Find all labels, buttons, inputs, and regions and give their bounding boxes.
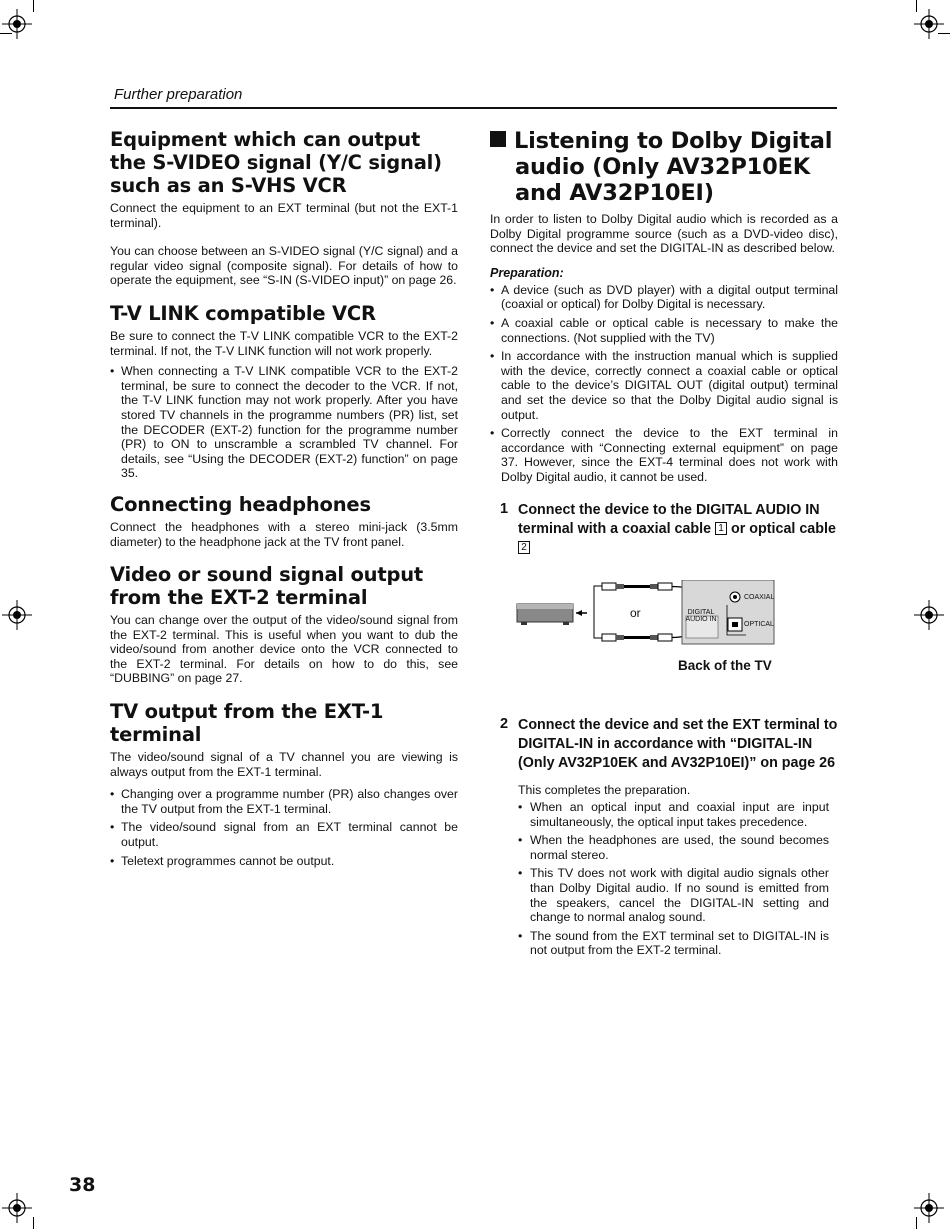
section-heading: TV output from the EXT-1 terminal [110, 700, 384, 747]
list-item: • Changing over a programme number (PR) also changes over the TV output from the EXT-1 terminal. [110, 787, 458, 816]
section-heading: Equipment which can output the S-VIDEO signal (Y/C signal) such as an S-VHS VCR [110, 128, 442, 197]
page-number: 38 [69, 1174, 96, 1196]
step-1 [490, 501, 838, 558]
section-heading: T-V LINK compatible VCR [110, 301, 376, 325]
step-title-text: Connect the device to the DIGITAL AUDIO IN terminal with a coaxial cable [518, 501, 820, 537]
preparation-list [490, 283, 838, 485]
registration-mark-icon [2, 9, 32, 39]
step-title: Connect the device and set the EXT terminal to DIGITAL-IN in accordance with “DIGITAL-IN (Only AV32P10EK and AV32P10EI)” on page 26 [518, 716, 838, 771]
list-item: • The video/sound signal from an EXT terminal cannot be output. [110, 820, 458, 849]
section-ext2-output [110, 563, 458, 686]
crop-mark [33, 0, 34, 12]
section-tv-link [110, 302, 458, 481]
list-item: • This TV does not work with digital audio signals other than Dolby Digital audio. If no sound is emitted from the speakers, cancel the DIGITAL-IN setting and change to normal analog sound. [518, 866, 829, 924]
registration-mark-icon [914, 600, 944, 630]
section-headphones [110, 493, 458, 549]
step-title-text: or optical cable [727, 520, 836, 537]
crop-mark [938, 33, 950, 34]
or-label: or [630, 605, 641, 620]
paragraph: Be sure to connect the T-V LINK compatible VCR to the EXT-2 terminal. If not, the T-V LINK function will not work properly. [110, 328, 458, 358]
right-column [490, 128, 838, 962]
paragraph: You can change over the output of the video/sound signal from the EXT-2 terminal. This is useful when you want to dub the video/sound from another device onto the VCR connected to the EXT-2 terminal. For details on how to do this, see “DUBBING” on page 27. [110, 613, 458, 686]
bullet-list [110, 787, 458, 868]
section-svideo [110, 128, 458, 288]
paragraph: This completes the preparation. [518, 782, 691, 797]
list-item: • In accordance with the instruction manual which is supplied with the device, correctly connect a coaxial cable or optical cable to the device’s DIGITAL OUT (digital output) terminal and set the device so that the Dolby Digital audio signal is output. [490, 349, 838, 422]
connection-diagram [490, 580, 838, 690]
registration-mark-icon [914, 1193, 944, 1223]
list-item: • The sound from the EXT terminal set to DIGITAL-IN is not output from the EXT-2 terminal. [518, 929, 829, 958]
list-item: • A coaxial cable or optical cable is necessary to make the connections. (Not supplied with the TV) [490, 316, 838, 345]
list-item: • When an optical input and coaxial input are input simultaneously, the optical input takes precedence. [518, 800, 829, 829]
connection-diagram-icon [490, 580, 838, 660]
step-number: 2 [499, 715, 509, 732]
bullet-list [518, 800, 829, 958]
paragraph: In order to listen to Dolby Digital audio which is recorded as a Dolby Digital programme source (such as a DVD-video disc), connect the device and set the DIGITAL-IN as described below. [490, 212, 838, 256]
registration-mark-icon [2, 1193, 32, 1223]
step-2 [490, 716, 838, 963]
section-heading: Connecting headphones [110, 492, 371, 516]
paragraph: You can choose between an S-VIDEO signal (Y/C signal) and a regular video signal (composite signal). For details of how to operate the equipment, see “S-IN (S-VIDEO input)” on page 26. [110, 244, 458, 288]
list-item: • When the headphones are used, the sound becomes normal stereo. [518, 833, 829, 862]
optical-label: OPTICAL [744, 620, 774, 628]
registration-mark-icon [2, 600, 32, 630]
list-item: • A device (such as DVD player) with a digital output terminal (coaxial or optical) for Dolby Digital is necessary. [490, 283, 838, 312]
section-heading [490, 128, 838, 206]
section-ext1-output [110, 700, 458, 868]
callout-number: 1 [715, 522, 727, 535]
paragraph: Connect the headphones with a stereo mini-jack (3.5mm diameter) to the headphone jack at the TV front panel. [110, 519, 458, 549]
list-item: • Teletext programmes cannot be output. [110, 854, 458, 869]
preparation-label: Preparation: [490, 265, 564, 280]
square-bullet-icon [490, 131, 506, 147]
section-heading: Video or sound signal output from the EXT-2 terminal [110, 563, 424, 610]
left-column [110, 128, 458, 872]
callout-number: 2 [518, 541, 530, 554]
registration-mark-icon [914, 9, 944, 39]
bullet-list [110, 364, 458, 481]
label-line: AUDIO IN [685, 615, 717, 623]
step-title [518, 501, 838, 558]
list-item: • Correctly connect the device to the EXT terminal in accordance with “Connecting external equipment” on page 37. However, since the EXT-4 terminal does not work with Dolby Digital audio, it cannot be used. [490, 426, 838, 484]
crop-mark [916, 0, 917, 12]
paragraph: Connect the equipment to an EXT terminal (but not the EXT-1 terminal). [110, 201, 458, 230]
digital-audio-in-label [684, 609, 718, 623]
crop-mark [916, 1217, 917, 1229]
coaxial-label: COAXIAL [744, 593, 775, 601]
section-heading-text: Listening to Dolby Digital audio (Only AV32P10EK and AV32P10EI) [514, 128, 833, 206]
paragraph: The video/sound signal of a TV channel you are viewing is always output from the EXT-1 terminal. [110, 750, 458, 779]
running-head: Further preparation [114, 86, 243, 103]
crop-mark [0, 33, 12, 34]
diagram-caption: Back of the TV [678, 657, 772, 673]
label-line: DIGITAL [687, 608, 715, 616]
header-rule [110, 107, 837, 109]
list-item: • When connecting a T-V LINK compatible VCR to the EXT-2 terminal, be sure to connect the decoder to the VCR. If not, the T-V LINK function may not work properly. After you have stored TV channels in the programme numbers (PR) list, set the DECODER (EXT-2) function for the programme number (PR) to ON to unscramble a scrambled TV channel. For details, see “Using the DECODER (EXT-2) function” on page 35. [110, 364, 458, 481]
crop-mark [33, 1217, 34, 1229]
step-number: 1 [499, 500, 509, 517]
